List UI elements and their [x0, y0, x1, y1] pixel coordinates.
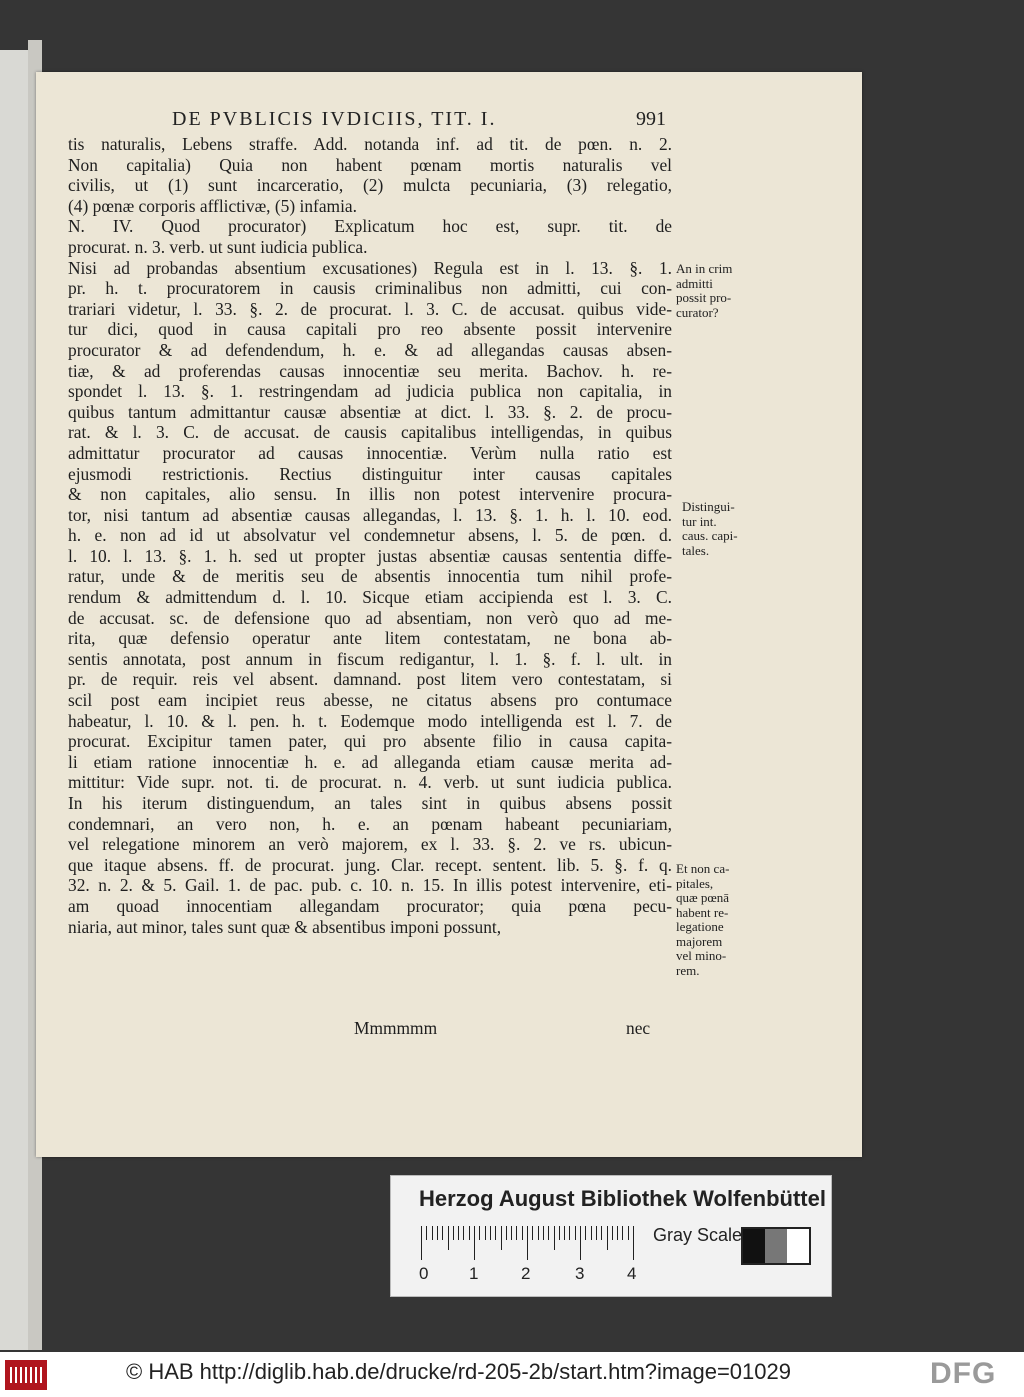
catchword: nec	[626, 1018, 651, 1038]
ruler-tick	[527, 1226, 528, 1260]
text-line: 32. n. 2. & 5. Gail. 1. de pac. pub. c. 10. n. 15. In illis potest intervenire, eti-	[68, 875, 672, 896]
margin-note-2	[682, 500, 738, 558]
ruler-tick	[516, 1226, 517, 1240]
ruler-tick	[622, 1226, 623, 1240]
text-line: N. IV. Quod procurator) Explicatum hoc est, supr. tit. de	[68, 216, 672, 237]
text-line: spondet l. 13. §. 1. restringendam ad judicia publica non capitalia, in	[68, 381, 672, 402]
ruler-tick	[474, 1226, 475, 1260]
text-line: rat. & l. 3. C. de accusat. de causis capitalibus intelligendas, in quibus	[68, 422, 672, 443]
ruler-tick	[591, 1226, 592, 1240]
swatch-white	[787, 1229, 809, 1263]
ruler-tick	[432, 1226, 433, 1240]
ruler-tick	[442, 1226, 443, 1240]
text-line: quibus tantum admittantur causæ absentiæ at dict. l. 33. §. 2. de procu-	[68, 401, 672, 422]
gray-scale-label: Gray Scale	[653, 1225, 743, 1245]
ruler-tick	[580, 1226, 581, 1260]
swatch-black	[743, 1229, 765, 1263]
ruler-tick	[543, 1226, 544, 1240]
copyright-link[interactable]: © HAB http://diglib.hab.de/drucke/rd-205-2b/start.htm?image=01029	[126, 1359, 791, 1384]
margin-line: habent re-	[676, 904, 729, 920]
ruler-tick	[612, 1226, 613, 1240]
ruler-tick	[469, 1226, 470, 1240]
ruler-tick	[437, 1226, 438, 1240]
ruler-tick	[485, 1226, 486, 1240]
ruler-number: 3	[575, 1264, 585, 1283]
ruler-tick	[575, 1226, 576, 1240]
ruler-tick	[633, 1226, 634, 1260]
ruler-tick	[628, 1226, 629, 1240]
text-line: procurator & ad defendendum, h. e. & ad allegandas causas absen-	[68, 339, 672, 360]
ruler-tick	[490, 1226, 491, 1240]
library-name: Herzog August Bibliothek Wolfenbüttel	[419, 1186, 826, 1211]
text-line: am quoad innocentiam allegandam procurator; quia pœna pecu-	[68, 895, 672, 916]
ruler-tick	[506, 1226, 507, 1240]
margin-line: tales.	[682, 542, 710, 558]
text-line: rita, quæ defensio operatur ante litem contestatam, ne bona ab-	[68, 628, 672, 649]
margin-line: majorem	[676, 933, 723, 949]
text-line: tiæ, & ad proferendas causas innocentiæ seu merita. Bachov. h. re-	[68, 360, 672, 381]
ruler-tick	[548, 1226, 549, 1240]
text-line: (4) pœnæ corporis afflictivæ, (5) infamia.	[68, 195, 357, 216]
ruler-tick	[607, 1226, 608, 1250]
ruler-tick	[585, 1226, 586, 1240]
ruler-tick	[522, 1226, 523, 1240]
margin-line: tur int.	[682, 513, 717, 529]
text-line: rendum & admittendum d. l. 10. Sicque etiam accipienda est l. 3. C.	[68, 587, 672, 608]
text-line: habeatur, l. 10. & l. pen. h. t. Eodemque modo intelligenda est l. 7. de	[68, 710, 672, 731]
text-line: h. e. non ad id ut absolvatur vel condemnetur absens, l. 5. de pœn. d.	[68, 525, 672, 546]
ruler-tick	[564, 1226, 565, 1240]
margin-line: quæ pœnā	[676, 890, 730, 905]
ruler-tick	[538, 1226, 539, 1240]
ruler-tick	[479, 1226, 480, 1240]
ruler-tick	[448, 1226, 449, 1250]
gray-scale-swatch	[741, 1227, 811, 1265]
text-line: vel relegatione minorem an verò majorem, ex l. 33. §. 2. ve rs. ubicun-	[68, 834, 672, 855]
ruler-tick	[601, 1226, 602, 1240]
margin-line: admitti	[676, 275, 713, 291]
text-line: & non capitales, alio sensu. In illis non potest intervenire procura-	[68, 484, 672, 505]
library-logo-icon[interactable]	[5, 1360, 47, 1390]
viewer-footer	[0, 1352, 1024, 1397]
text-line: scil post eam incipiet reus abesse, ne citatus absens pro contumace	[68, 690, 672, 711]
text-line: pr. h. t. procuratorem in causis criminalibus non admitti, cui con-	[68, 278, 672, 299]
text-line: trariari videtur, l. 33. §. 2. de procurat. l. 3. C. de accusat. quibus vide-	[68, 298, 672, 319]
text-line: ratur, unde & de meritis seu de absentis innocentia tum nihil profe-	[68, 566, 672, 587]
text-line: procurat. n. 3. verb. ut sunt iudicia publica.	[68, 236, 368, 257]
text-line: li etiam ratione innocentiæ h. e. ad alleganda etiam causæ merita ad-	[68, 751, 672, 772]
ruler-number: 2	[521, 1264, 531, 1283]
ruler-number: 0	[419, 1264, 429, 1283]
margin-note-3	[676, 862, 729, 978]
running-header	[0, 108, 1024, 134]
text-line: admittatur procurator ad causas innocentiæ. Verùm nulla ratio est	[68, 442, 672, 463]
text-line: mittitur: Vide supr. not. ti. de procurat. n. 4. verb. ut sunt iudicia publica.	[68, 772, 672, 793]
margin-line: curator?	[676, 304, 719, 320]
margin-line: Et non ca-	[676, 861, 730, 876]
margin-line: caus. capi-	[682, 528, 738, 543]
ruler-tick	[532, 1226, 533, 1240]
signature-mark: Mmmmmm	[354, 1018, 438, 1038]
ruler-number: 4	[627, 1264, 637, 1283]
margin-line: possit pro-	[676, 290, 732, 305]
ruler-tick	[617, 1226, 618, 1240]
ruler-tick	[426, 1226, 427, 1240]
body-text	[68, 134, 672, 937]
measurement-ruler	[421, 1226, 657, 1262]
ruler-tick	[554, 1226, 555, 1250]
text-line: de accusat. sc. de defensione quo ad absentiam, non verò quo ad me-	[68, 607, 672, 628]
text-line: ejusmodi restrictionis. Rectius distinguitur inter causas capitales	[68, 463, 672, 484]
text-line: tur dici, quod in causa capitali pro reo absente possit intervenire	[68, 319, 672, 340]
margin-line: rem.	[676, 962, 700, 978]
text-line: pr. de requir. reis vel absent. damnand. post litem vero contestatam, si	[68, 669, 672, 690]
text-line: civilis, ut (1) sunt incarceratio, (2) mulcta pecuniaria, (3) relegatio,	[68, 175, 672, 196]
ruler-tick	[501, 1226, 502, 1250]
ruler-tick	[511, 1226, 512, 1240]
ruler-tick	[596, 1226, 597, 1240]
ruler-tick	[421, 1226, 422, 1260]
text-line: sentis annotata, post annum in fiscum redigantur, l. 1. §. f. l. ult. in	[68, 648, 672, 669]
text-line: Nisi ad probandas absentium excusationes) Regula est in l. 13. §. 1.	[68, 257, 672, 278]
text-line: que itaque absens. ff. de procurat. jung. Clar. recept. sentent. lib. 5. §. f. q.	[68, 854, 672, 875]
ruler-tick	[458, 1226, 459, 1240]
margin-line: legatione	[676, 919, 724, 934]
text-line: l. 10. l. 13. §. 1. h. sed ut propter justas absentiæ causas sententia diffe-	[68, 545, 672, 566]
text-line: niaria, aut minor, tales sunt quæ & absentibus imponi possunt,	[68, 916, 502, 937]
ruler-tick	[495, 1226, 496, 1240]
ruler-number: 1	[469, 1264, 479, 1283]
page-number: 991	[636, 108, 666, 130]
margin-line: pitales,	[676, 875, 714, 891]
text-line: tis naturalis, Lebens straffe. Add. notanda inf. ad tit. de pœn. n. 2.	[68, 134, 672, 154]
color-calibration-card	[390, 1175, 832, 1297]
margin-line: Distingui-	[682, 499, 735, 514]
ruler-tick	[569, 1226, 570, 1240]
text-line: tor, nisi tantum ad absentiæ causas allegandas, l. 13. §. 1. h. l. 10. eod.	[68, 504, 672, 525]
margin-note-1	[676, 262, 732, 320]
ruler-tick	[463, 1226, 464, 1240]
text-line: condemnari, an vero non, h. e. an pœnam habeant pecuniariam,	[68, 813, 672, 834]
margin-line: An in crim	[676, 261, 733, 276]
ruler-tick	[453, 1226, 454, 1240]
text-line: Non capitalia) Quia non habent pœnam mortis naturalis vel	[68, 154, 672, 175]
dfg-logo[interactable]: DFG	[930, 1357, 997, 1390]
text-line: procurat. Excipitur tamen pater, qui pro absente filio in causa capita-	[68, 731, 672, 752]
swatch-gray	[765, 1229, 787, 1263]
text-line: In his iterum distinguendum, an tales sint in quibus absens possit	[68, 793, 672, 813]
running-title: DE PVBLICIS IVDICIIS, TIT. I.	[172, 108, 497, 130]
margin-line: vel mino-	[676, 948, 727, 963]
ruler-tick	[559, 1226, 560, 1240]
